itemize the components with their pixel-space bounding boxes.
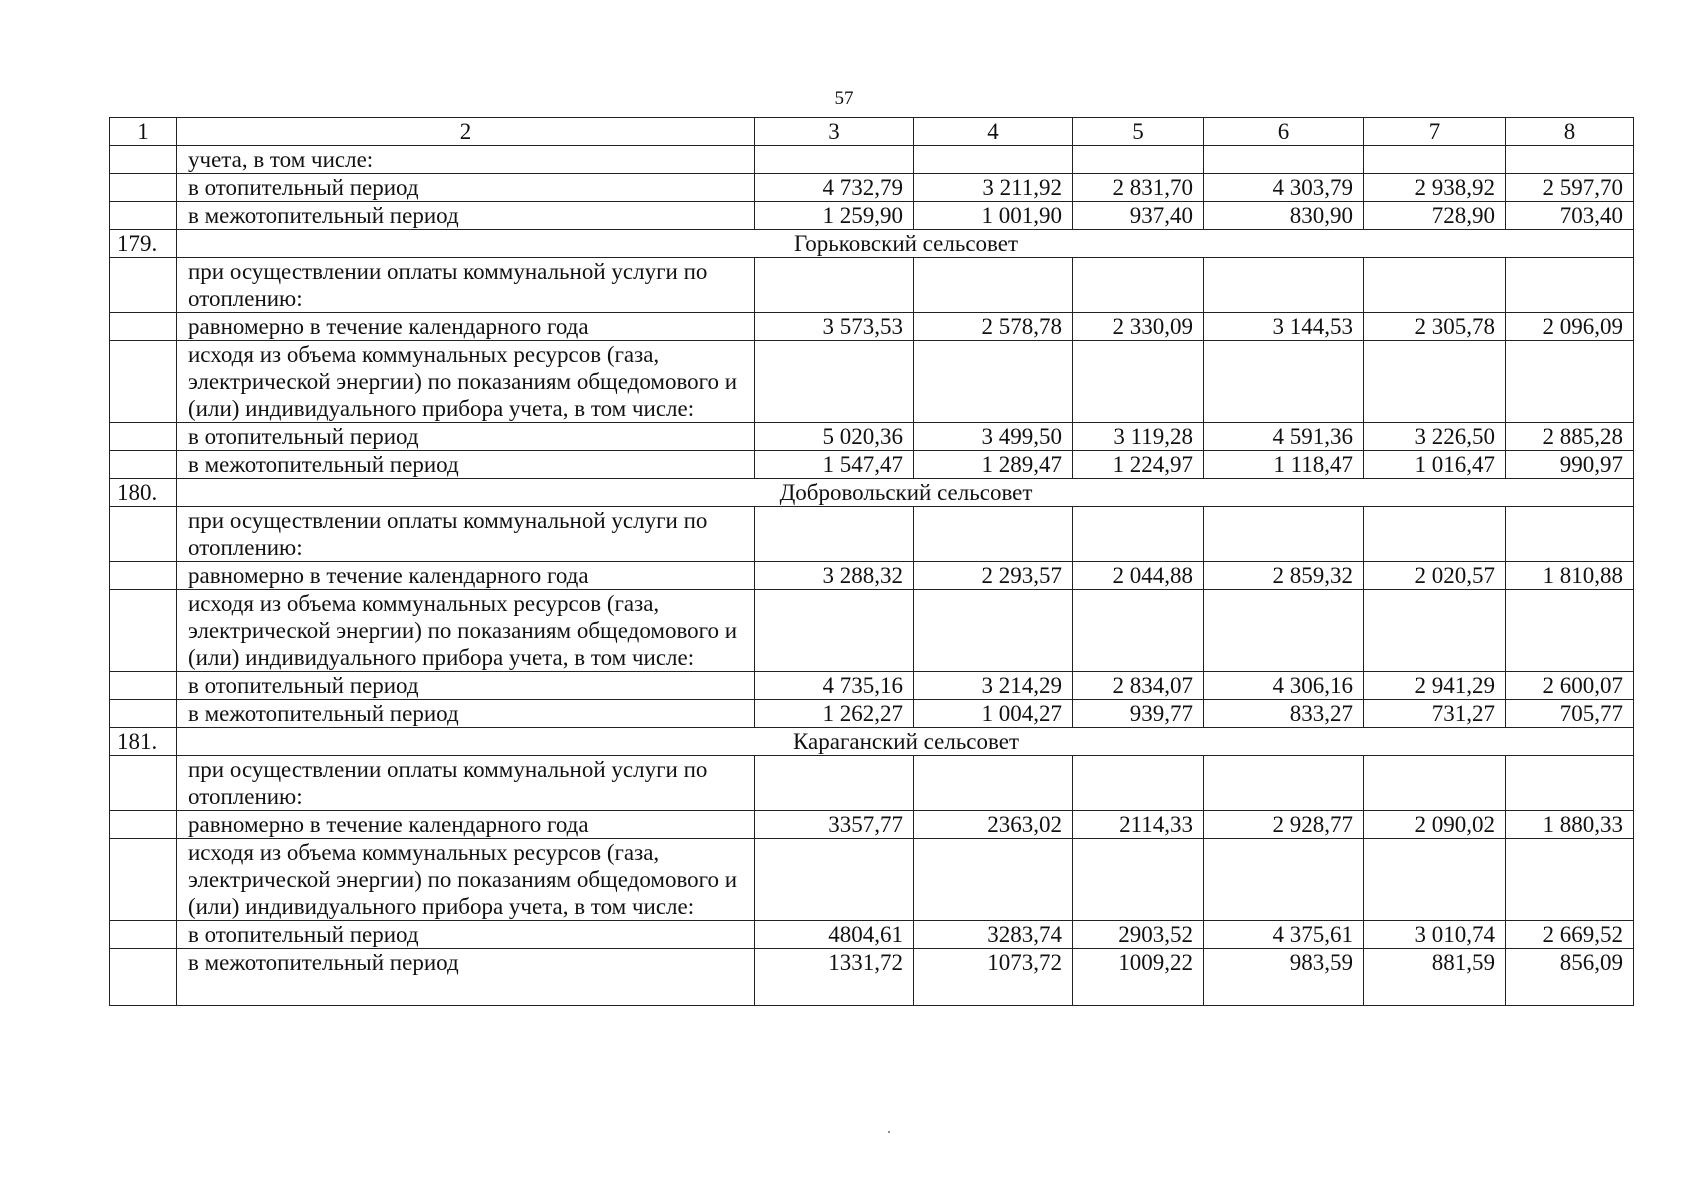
- index-cell: [110, 700, 177, 728]
- value-cell: 1 810,88: [1506, 562, 1634, 590]
- value-cell: 939,77: [1073, 700, 1204, 728]
- value-cell: [1204, 839, 1364, 921]
- value-cell: 1 289,47: [914, 451, 1073, 479]
- index-cell: [110, 949, 177, 1006]
- value-cell: [755, 839, 914, 921]
- value-cell: 2 600,07: [1506, 672, 1634, 700]
- value-cell: [1073, 146, 1204, 174]
- value-cell: 2 578,78: [914, 313, 1073, 341]
- value-cell: 1 259,90: [755, 202, 914, 230]
- section-index: 179.: [110, 230, 177, 258]
- value-cell: [1073, 341, 1204, 423]
- value-cell: [914, 146, 1073, 174]
- value-cell: 881,59: [1364, 949, 1506, 1006]
- value-cell: [1506, 507, 1634, 562]
- description-cell: при осуществлении оплаты коммунальной услуги по отоплению:: [177, 756, 755, 811]
- section-index: 181.: [110, 728, 177, 756]
- value-cell: [1364, 507, 1506, 562]
- index-cell: [110, 146, 177, 174]
- value-cell: [1364, 590, 1506, 672]
- value-cell: 4 735,16: [755, 672, 914, 700]
- value-cell: [1364, 756, 1506, 811]
- value-cell: [914, 258, 1073, 313]
- value-cell: 990,97: [1506, 451, 1634, 479]
- table-row: [110, 258, 1634, 313]
- value-cell: 4 732,79: [755, 174, 914, 202]
- value-cell: 1331,72: [755, 949, 914, 1006]
- value-cell: [1073, 756, 1204, 811]
- value-cell: 731,27: [1364, 700, 1506, 728]
- table-header-row: [110, 118, 1634, 146]
- description-cell: в отопительный период: [177, 423, 755, 451]
- value-cell: 1 001,90: [914, 202, 1073, 230]
- value-cell: [1073, 258, 1204, 313]
- index-cell: [110, 507, 177, 562]
- value-cell: [1204, 146, 1364, 174]
- value-cell: 2903,52: [1073, 921, 1204, 949]
- value-cell: 705,77: [1506, 700, 1634, 728]
- value-cell: 3357,77: [755, 811, 914, 839]
- index-cell: [110, 562, 177, 590]
- value-cell: 2 859,32: [1204, 562, 1364, 590]
- value-cell: [914, 341, 1073, 423]
- value-cell: 3 288,32: [755, 562, 914, 590]
- index-cell: [110, 202, 177, 230]
- description-cell: исходя из объема коммунальных ресурсов (газа, электрической энергии) по показаниям общедомового и (или) индивидуального прибора учета, в том числе:: [177, 590, 755, 672]
- value-cell: [1073, 507, 1204, 562]
- description-cell: в межотопительный период: [177, 202, 755, 230]
- value-cell: [1364, 839, 1506, 921]
- value-cell: 3 010,74: [1364, 921, 1506, 949]
- index-cell: [110, 341, 177, 423]
- value-cell: 728,90: [1364, 202, 1506, 230]
- value-cell: 1 262,27: [755, 700, 914, 728]
- value-cell: [1204, 341, 1364, 423]
- table-row: [110, 423, 1634, 451]
- scan-speck: [888, 1131, 890, 1133]
- table-row: [110, 949, 1634, 1006]
- page-number: 57: [834, 88, 854, 109]
- column-header: 1: [110, 118, 177, 146]
- section-title: Добровольский сельсовет: [177, 479, 1634, 507]
- column-header: 2: [177, 118, 755, 146]
- table-row: [110, 839, 1634, 921]
- value-cell: 830,90: [1204, 202, 1364, 230]
- value-cell: 2 330,09: [1073, 313, 1204, 341]
- value-cell: [755, 258, 914, 313]
- value-cell: 1 224,97: [1073, 451, 1204, 479]
- value-cell: 2 834,07: [1073, 672, 1204, 700]
- column-header: 7: [1364, 118, 1506, 146]
- section-title: Караганский сельсовет: [177, 728, 1634, 756]
- description-cell: в межотопительный период: [177, 949, 755, 1006]
- value-cell: 3 214,29: [914, 672, 1073, 700]
- value-cell: [755, 507, 914, 562]
- value-cell: [1506, 590, 1634, 672]
- index-cell: [110, 811, 177, 839]
- index-cell: [110, 174, 177, 202]
- description-cell: при осуществлении оплаты коммунальной услуги по отоплению:: [177, 507, 755, 562]
- section-header-row: [110, 728, 1634, 756]
- value-cell: 2 020,57: [1364, 562, 1506, 590]
- value-cell: 2363,02: [914, 811, 1073, 839]
- value-cell: 2 293,57: [914, 562, 1073, 590]
- value-cell: 2 597,70: [1506, 174, 1634, 202]
- value-cell: [755, 146, 914, 174]
- value-cell: 856,09: [1506, 949, 1634, 1006]
- value-cell: [1506, 341, 1634, 423]
- value-cell: 1 004,27: [914, 700, 1073, 728]
- index-cell: [110, 839, 177, 921]
- value-cell: [755, 590, 914, 672]
- section-header-row: [110, 230, 1634, 258]
- value-cell: 2 938,92: [1364, 174, 1506, 202]
- value-cell: [914, 507, 1073, 562]
- description-cell: в межотопительный период: [177, 451, 755, 479]
- value-cell: 3 226,50: [1364, 423, 1506, 451]
- value-cell: 4 306,16: [1204, 672, 1364, 700]
- description-cell: равномерно в течение календарного года: [177, 811, 755, 839]
- section-header-row: [110, 479, 1634, 507]
- value-cell: 3 119,28: [1073, 423, 1204, 451]
- description-cell: при осуществлении оплаты коммунальной услуги по отоплению:: [177, 258, 755, 313]
- value-cell: [1506, 839, 1634, 921]
- value-cell: 1073,72: [914, 949, 1073, 1006]
- value-cell: [1073, 590, 1204, 672]
- index-cell: [110, 921, 177, 949]
- value-cell: [1364, 146, 1506, 174]
- value-cell: 3 211,92: [914, 174, 1073, 202]
- description-cell: в отопительный период: [177, 921, 755, 949]
- column-header: 4: [914, 118, 1073, 146]
- value-cell: 2 885,28: [1506, 423, 1634, 451]
- value-cell: 2 044,88: [1073, 562, 1204, 590]
- description-cell: в отопительный период: [177, 672, 755, 700]
- index-cell: [110, 423, 177, 451]
- value-cell: 4 303,79: [1204, 174, 1364, 202]
- column-header: 6: [1204, 118, 1364, 146]
- value-cell: [755, 756, 914, 811]
- value-cell: 2 941,29: [1364, 672, 1506, 700]
- description-cell: исходя из объема коммунальных ресурсов (газа, электрической энергии) по показаниям общедомового и (или) индивидуального прибора учета, в том числе:: [177, 839, 755, 921]
- column-header: 8: [1506, 118, 1634, 146]
- table-row: [110, 811, 1634, 839]
- description-cell: в отопительный период: [177, 174, 755, 202]
- value-cell: [1364, 258, 1506, 313]
- index-cell: [110, 451, 177, 479]
- value-cell: 1009,22: [1073, 949, 1204, 1006]
- description-cell: в межотопительный период: [177, 700, 755, 728]
- description-cell: равномерно в течение календарного года: [177, 562, 755, 590]
- table-body: [110, 118, 1634, 1006]
- section-title: Горьковский сельсовет: [177, 230, 1634, 258]
- table-row: [110, 202, 1634, 230]
- table-row: [110, 562, 1634, 590]
- table-row: [110, 341, 1634, 423]
- value-cell: 3 144,53: [1204, 313, 1364, 341]
- value-cell: 2 096,09: [1506, 313, 1634, 341]
- value-cell: 3 499,50: [914, 423, 1073, 451]
- value-cell: 4 591,36: [1204, 423, 1364, 451]
- description-cell: исходя из объема коммунальных ресурсов (газа, электрической энергии) по показаниям общедомового и (или) индивидуального прибора учета, в том числе:: [177, 341, 755, 423]
- table-row: [110, 590, 1634, 672]
- value-cell: [1204, 507, 1364, 562]
- value-cell: 2114,33: [1073, 811, 1204, 839]
- value-cell: 5 020,36: [755, 423, 914, 451]
- value-cell: 2 928,77: [1204, 811, 1364, 839]
- value-cell: 3283,74: [914, 921, 1073, 949]
- value-cell: [1364, 341, 1506, 423]
- value-cell: [914, 590, 1073, 672]
- value-cell: [914, 839, 1073, 921]
- description-cell: равномерно в течение календарного года: [177, 313, 755, 341]
- value-cell: 1 016,47: [1364, 451, 1506, 479]
- index-cell: [110, 258, 177, 313]
- value-cell: [1204, 756, 1364, 811]
- value-cell: 4 375,61: [1204, 921, 1364, 949]
- value-cell: 1 547,47: [755, 451, 914, 479]
- index-cell: [110, 313, 177, 341]
- table-row: [110, 756, 1634, 811]
- value-cell: 703,40: [1506, 202, 1634, 230]
- column-header: 5: [1073, 118, 1204, 146]
- value-cell: 3 573,53: [755, 313, 914, 341]
- value-cell: [755, 341, 914, 423]
- value-cell: 2 669,52: [1506, 921, 1634, 949]
- index-cell: [110, 756, 177, 811]
- tariff-table: [109, 117, 1634, 1006]
- description-cell: учета, в том числе:: [177, 146, 755, 174]
- value-cell: 2 090,02: [1364, 811, 1506, 839]
- index-cell: [110, 672, 177, 700]
- table-row: [110, 921, 1634, 949]
- value-cell: 833,27: [1204, 700, 1364, 728]
- index-cell: [110, 590, 177, 672]
- column-header: 3: [755, 118, 914, 146]
- value-cell: 1 880,33: [1506, 811, 1634, 839]
- value-cell: [1204, 258, 1364, 313]
- value-cell: [1506, 258, 1634, 313]
- value-cell: 4804,61: [755, 921, 914, 949]
- value-cell: [1073, 839, 1204, 921]
- table-row: [110, 507, 1634, 562]
- value-cell: 983,59: [1204, 949, 1364, 1006]
- value-cell: 2 305,78: [1364, 313, 1506, 341]
- value-cell: [914, 756, 1073, 811]
- value-cell: 2 831,70: [1073, 174, 1204, 202]
- table-row: [110, 174, 1634, 202]
- table-row: [110, 451, 1634, 479]
- value-cell: [1506, 146, 1634, 174]
- value-cell: 1 118,47: [1204, 451, 1364, 479]
- table-row: [110, 700, 1634, 728]
- table-row: [110, 146, 1634, 174]
- value-cell: 937,40: [1073, 202, 1204, 230]
- table-row: [110, 313, 1634, 341]
- table-row: [110, 672, 1634, 700]
- section-index: 180.: [110, 479, 177, 507]
- value-cell: [1506, 756, 1634, 811]
- value-cell: [1204, 590, 1364, 672]
